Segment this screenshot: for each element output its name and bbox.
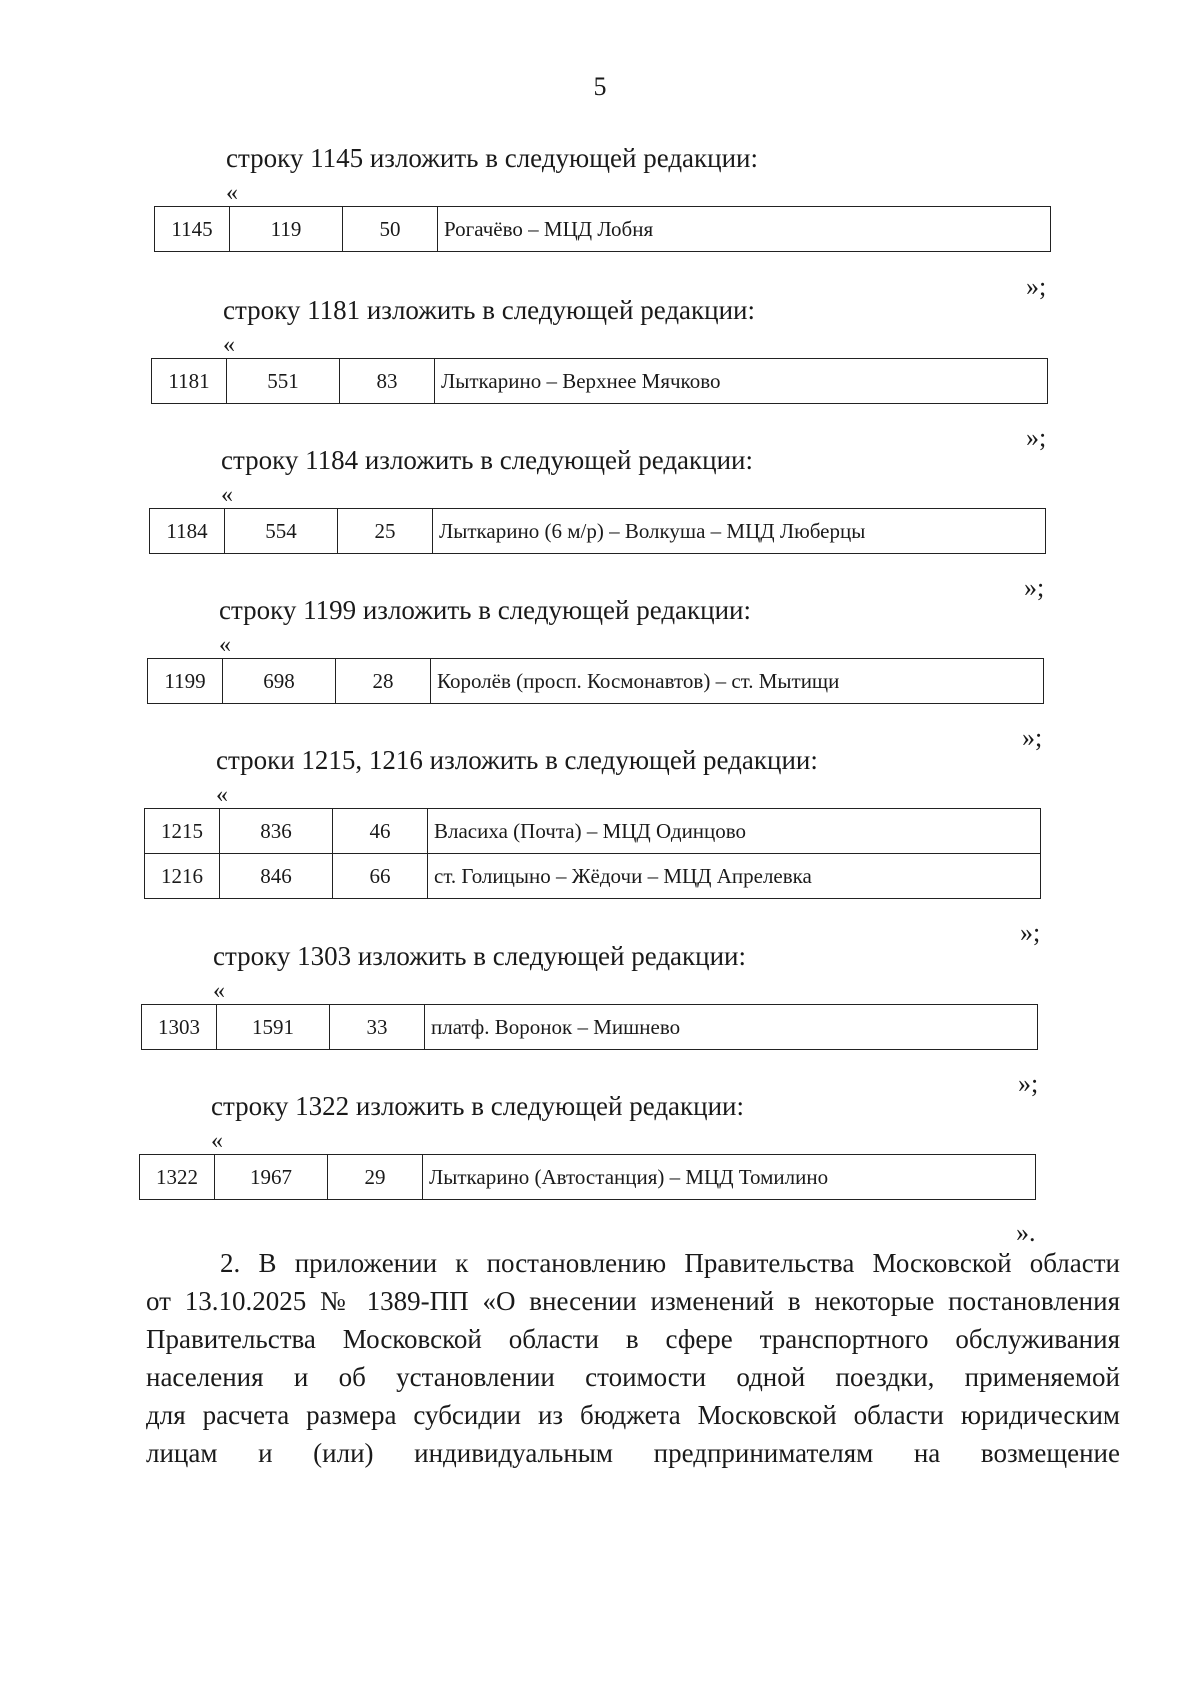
replacement-table <box>139 1154 1036 1200</box>
paragraph-line: лицам и (или) индивидуальным предпринимателям на возмещение <box>146 1438 1120 1468</box>
route-name-cell: Лыткарино – Верхнее Мячково <box>435 359 1048 404</box>
section-rows-1215-1216 <box>144 744 1041 899</box>
row-number-cell: 1215 <box>145 809 220 854</box>
row-number-cell: 1322 <box>140 1155 215 1200</box>
replacement-table <box>147 658 1044 704</box>
route-name-cell: платф. Воронок – Мишнево <box>425 1005 1038 1050</box>
replacement-table <box>144 808 1041 899</box>
section-row-1322 <box>139 1090 1036 1200</box>
instruction-text: строки 1215, 1216 изложить в следующей редакции: <box>216 745 818 775</box>
length-cell: 25 <box>338 509 433 554</box>
close-quote: »; <box>1026 272 1047 301</box>
page-number: 5 <box>593 72 607 101</box>
close-quote: »; <box>1026 423 1047 452</box>
route-number-cell: 846 <box>220 854 333 899</box>
table-row <box>145 809 1041 854</box>
route-name-cell: Рогачёво – МЦД Лобня <box>438 207 1051 252</box>
section-row-1145 <box>154 142 1051 252</box>
row-number-cell: 1145 <box>155 207 230 252</box>
close-quote: ». <box>1016 1218 1036 1247</box>
section-row-1181 <box>151 294 1048 404</box>
row-number-cell: 1184 <box>150 509 225 554</box>
route-name-cell: Лыткарино (6 м/р) – Волкуша – МЦД Люберцы <box>433 509 1046 554</box>
table-row <box>142 1005 1038 1050</box>
paragraph-line: Правительства Московской области в сфере транспортного обслуживания <box>146 1324 1120 1354</box>
instruction-text: строку 1199 изложить в следующей редакции: <box>219 595 752 625</box>
open-quote: « <box>219 632 231 658</box>
length-cell: 29 <box>328 1155 423 1200</box>
replacement-table <box>154 206 1051 252</box>
paragraph-line: для расчета размера субсидии из бюджета Московской области юридическим <box>146 1400 1120 1430</box>
replacement-table <box>149 508 1046 554</box>
route-number-cell: 1967 <box>215 1155 328 1200</box>
table-row <box>150 509 1046 554</box>
length-cell: 28 <box>336 659 431 704</box>
route-number-cell: 836 <box>220 809 333 854</box>
route-number-cell: 554 <box>225 509 338 554</box>
route-name-cell: Лыткарино (Автостанция) – МЦД Томилино <box>423 1155 1036 1200</box>
open-quote: « <box>216 782 228 808</box>
instruction-text: строку 1322 изложить в следующей редакции: <box>211 1091 745 1121</box>
instruction-text: строку 1184 изложить в следующей редакции: <box>221 445 754 475</box>
row-number-cell: 1216 <box>145 854 220 899</box>
paragraph-line: 2. В приложении к постановлению Правительства Московской области <box>220 1248 1120 1278</box>
table-row <box>152 359 1048 404</box>
route-number-cell: 1591 <box>217 1005 330 1050</box>
instruction-text: строку 1145 изложить в следующей редакции: <box>226 143 759 173</box>
open-quote: « <box>226 180 238 206</box>
row-number-cell: 1303 <box>142 1005 217 1050</box>
length-cell: 50 <box>343 207 438 252</box>
paragraph-line: от 13.10.2025 № 1389-ПП «О внесении изменений в некоторые постановления <box>146 1286 1120 1316</box>
section-row-1184 <box>149 444 1046 554</box>
open-quote: « <box>211 1128 223 1154</box>
instruction-text: строку 1181 изложить в следующей редакции: <box>223 295 756 325</box>
close-quote: »; <box>1024 573 1045 602</box>
table-row <box>145 854 1041 899</box>
length-cell: 33 <box>330 1005 425 1050</box>
amendment-paragraph <box>146 1244 1120 1472</box>
route-name-cell: ст. Голицыно – Жёдочи – МЦД Апрелевка <box>428 854 1041 899</box>
route-number-cell: 551 <box>227 359 340 404</box>
open-quote: « <box>221 482 233 508</box>
row-number-cell: 1199 <box>148 659 223 704</box>
route-name-cell: Королёв (просп. Космонавтов) – ст. Мытищи <box>431 659 1044 704</box>
route-number-cell: 698 <box>223 659 336 704</box>
route-name-cell: Власиха (Почта) – МЦД Одинцово <box>428 809 1041 854</box>
open-quote: « <box>213 978 225 1004</box>
close-quote: »; <box>1020 918 1041 947</box>
length-cell: 83 <box>340 359 435 404</box>
replacement-table <box>141 1004 1038 1050</box>
table-row <box>140 1155 1036 1200</box>
table-row <box>155 207 1051 252</box>
row-number-cell: 1181 <box>152 359 227 404</box>
replacement-table <box>151 358 1048 404</box>
paragraph-line: населения и об установлении стоимости одной поездки, применяемой <box>146 1362 1120 1392</box>
table-row <box>148 659 1044 704</box>
route-number-cell: 119 <box>230 207 343 252</box>
section-row-1303 <box>141 940 1038 1050</box>
length-cell: 46 <box>333 809 428 854</box>
section-row-1199 <box>147 594 1044 704</box>
close-quote: »; <box>1022 723 1043 752</box>
length-cell: 66 <box>333 854 428 899</box>
instruction-text: строку 1303 изложить в следующей редакции: <box>213 941 747 971</box>
close-quote: »; <box>1018 1069 1039 1098</box>
open-quote: « <box>223 332 235 358</box>
